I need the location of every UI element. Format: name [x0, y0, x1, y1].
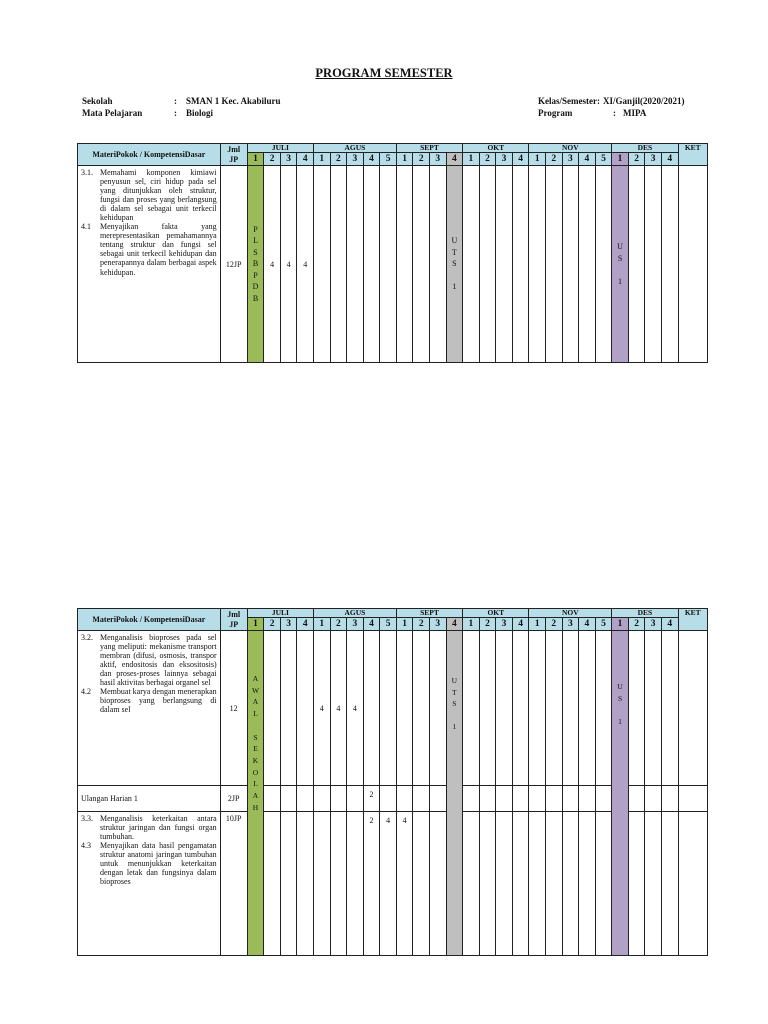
week-header: 3	[347, 153, 364, 166]
week-cell	[628, 166, 645, 363]
kd-number: 3.1.	[81, 168, 93, 177]
week-cell	[347, 786, 364, 812]
week-cell	[330, 812, 347, 956]
week-cell	[496, 812, 513, 956]
week-cell	[512, 631, 529, 786]
week-header: 2	[546, 618, 563, 631]
week-header: 1	[314, 153, 331, 166]
week-header: 2	[479, 618, 496, 631]
week-cell	[661, 166, 678, 363]
ket-header: KET	[678, 609, 707, 631]
week-cell	[297, 786, 314, 812]
week-cell	[413, 786, 430, 812]
jp-cell: 12	[220, 631, 247, 786]
week-header: 2	[330, 618, 347, 631]
week-cell	[645, 812, 662, 956]
week-cell	[479, 786, 496, 812]
week-cell	[496, 166, 513, 363]
week-cell	[645, 786, 662, 812]
week-cell	[628, 631, 645, 786]
month-nov: NOV	[529, 144, 612, 153]
ket-cell	[678, 166, 707, 363]
week-header: 3	[496, 153, 513, 166]
jp-label: JP	[229, 619, 239, 629]
week-cell	[546, 786, 563, 812]
week-cell	[363, 631, 380, 786]
week-header: 3	[347, 618, 364, 631]
week-header: 5	[380, 153, 397, 166]
week-cell	[430, 631, 447, 786]
week-cell	[579, 786, 596, 812]
week-cell	[380, 786, 397, 812]
week-cell	[347, 166, 364, 363]
week-header: 4	[579, 153, 596, 166]
week-header: 5	[380, 618, 397, 631]
program-sep: :	[613, 108, 616, 118]
week-cell	[496, 631, 513, 786]
kd-text: Memahami komponen kimiawi penyusun sel, ciri hidup pada sel yang ditunjukkan oleh struktur, fungsi dan proses yang berlangsung di dalam sel sebagai unit terkecil kehidupan	[100, 168, 217, 223]
week-header: 1	[396, 153, 413, 166]
week-cell	[529, 786, 546, 812]
week-cell	[330, 786, 347, 812]
week-cell	[595, 812, 612, 956]
week-cell	[562, 631, 579, 786]
week-header: 3	[280, 153, 297, 166]
week-cell	[579, 812, 596, 956]
week-cell: 2	[363, 812, 380, 956]
uts-cell: U T S 1	[446, 166, 463, 363]
week-cell: 4	[297, 166, 314, 363]
week-cell	[529, 812, 546, 956]
week-cell	[645, 166, 662, 363]
week-cell	[396, 166, 413, 363]
jml-jp-header	[220, 144, 247, 166]
month-des: DES	[612, 609, 678, 618]
week-header: 4	[297, 153, 314, 166]
week-cell	[661, 786, 678, 812]
week-cell: 4	[314, 631, 331, 786]
week-header: 4	[661, 618, 678, 631]
week-cell	[264, 631, 281, 786]
semester-table-1	[77, 143, 708, 363]
plsbpdb-cell: P L S B P D B	[247, 166, 264, 363]
week-header: 4	[363, 618, 380, 631]
jp-cell: 12JP	[220, 166, 247, 363]
week-cell	[413, 812, 430, 956]
week-header: 3	[645, 618, 662, 631]
us-cell: U S 1	[612, 631, 629, 956]
week-cell	[463, 631, 480, 786]
week-cell	[396, 631, 413, 786]
week-header: 2	[413, 153, 430, 166]
kd-number: 4.3	[81, 841, 91, 851]
week-header: 1	[529, 153, 546, 166]
week-header: 4	[661, 153, 678, 166]
week-cell	[380, 166, 397, 363]
week-cell	[280, 786, 297, 812]
week-cell: 4	[396, 812, 413, 956]
week-cell	[595, 631, 612, 786]
week-cell	[579, 166, 596, 363]
week-cell	[546, 631, 563, 786]
materi-header: MateriPokok / KompetensiDasar	[78, 144, 221, 166]
week-cell: 4	[347, 631, 364, 786]
ket-cell	[678, 786, 707, 812]
sekolah-sep: :	[174, 96, 177, 106]
week-cell	[661, 812, 678, 956]
week-cell	[297, 631, 314, 786]
week-header: 2	[546, 153, 563, 166]
program-label: Program	[538, 108, 573, 118]
mapel-sep: :	[174, 108, 177, 118]
week-header: 4	[363, 153, 380, 166]
week-cell	[479, 631, 496, 786]
week-cell	[512, 786, 529, 812]
class-info	[538, 95, 685, 119]
month-juli: JULI	[247, 609, 313, 618]
semester-table-2	[77, 608, 708, 956]
week-cell	[363, 166, 380, 363]
month-sept: SEPT	[396, 609, 462, 618]
week-header: 3	[562, 618, 579, 631]
ket-cell	[678, 812, 707, 956]
week-cell	[546, 812, 563, 956]
month-nov: NOV	[529, 609, 612, 618]
kd-cell	[78, 631, 221, 786]
week-cell	[430, 166, 447, 363]
sekolah-label: Sekolah	[82, 96, 113, 106]
week-cell	[463, 166, 480, 363]
jp-label: JP	[229, 154, 239, 164]
sekolah-value: SMAN 1 Kec. Akabiluru	[186, 96, 281, 106]
week-cell	[628, 786, 645, 812]
week-cell	[380, 631, 397, 786]
week-cell	[347, 812, 364, 956]
awal-sekolah-cell: A W A L S E K O L A H	[247, 631, 264, 956]
week-cell	[314, 812, 331, 956]
week-header: 1	[529, 618, 546, 631]
week-header: 1	[463, 618, 480, 631]
week-header: 2	[628, 153, 645, 166]
jml-label: Jml	[227, 144, 241, 154]
us-cell: U S 1	[612, 166, 629, 363]
table-row	[78, 631, 708, 786]
jml-jp-header	[220, 609, 247, 631]
uts-cell: U T S 1	[446, 631, 463, 956]
kelas-value: XI/Ganjil(2020/2021)	[602, 96, 685, 106]
kd-cell	[78, 812, 221, 956]
week-cell: 4	[280, 166, 297, 363]
mapel-value: Biologi	[186, 108, 214, 118]
week-cell: 2	[363, 786, 380, 812]
week-header: 3	[496, 618, 513, 631]
week-cell	[264, 812, 281, 956]
month-agus: AGUS	[314, 609, 397, 618]
month-des: DES	[612, 144, 678, 153]
week-header: 2	[264, 618, 281, 631]
school-info	[82, 95, 281, 119]
jp-cell: 2JP	[220, 786, 247, 812]
week-header: 1	[314, 618, 331, 631]
week-header: 2	[330, 153, 347, 166]
week-header: 3	[562, 153, 579, 166]
kd-number: 4.1	[81, 222, 91, 232]
month-sept: SEPT	[396, 144, 462, 153]
week-cell	[264, 786, 281, 812]
week-cell: 4	[264, 166, 281, 363]
month-okt: OKT	[463, 144, 529, 153]
week-cell	[396, 786, 413, 812]
mapel-label: Mata Pelajaran	[82, 108, 143, 118]
month-juli: JULI	[247, 144, 313, 153]
week-header: 3	[430, 153, 447, 166]
week-cell	[479, 812, 496, 956]
week-header: 2	[479, 153, 496, 166]
week-cell	[463, 786, 480, 812]
week-cell	[529, 631, 546, 786]
ulangan-harian-label: Ulangan Harian 1	[78, 786, 221, 812]
week-header: 5	[595, 618, 612, 631]
week-header: 1	[612, 618, 629, 631]
week-header: 1	[463, 153, 480, 166]
week-cell	[512, 166, 529, 363]
ket-header: KET	[678, 144, 707, 166]
week-cell	[562, 812, 579, 956]
week-cell	[314, 786, 331, 812]
week-cell	[430, 812, 447, 956]
week-header: 4	[297, 618, 314, 631]
kd-text: Menganalisis keterkaitan antara struktur jaringan dan fungsi organ tumbuhan.	[100, 814, 217, 842]
page-title: PROGRAM SEMESTER	[315, 66, 453, 80]
week-cell	[463, 812, 480, 956]
week-header: 2	[413, 618, 430, 631]
week-header: 4	[446, 153, 463, 166]
week-header: 4	[579, 618, 596, 631]
week-cell	[297, 812, 314, 956]
week-cell	[479, 166, 496, 363]
week-cell	[579, 631, 596, 786]
kd-number: 3.3.	[81, 814, 93, 823]
week-header: 2	[628, 618, 645, 631]
week-header: 1	[396, 618, 413, 631]
kd-number: 3.2.	[81, 633, 93, 642]
week-cell	[661, 631, 678, 786]
week-cell	[314, 166, 331, 363]
kelas-label: Kelas/Semester	[538, 96, 597, 106]
jml-label: Jml	[227, 609, 241, 619]
week-header: 4	[446, 618, 463, 631]
ket-cell	[678, 631, 707, 786]
week-cell	[413, 631, 430, 786]
week-cell	[496, 786, 513, 812]
week-cell	[330, 166, 347, 363]
week-header: 4	[512, 618, 529, 631]
week-header: 1	[247, 153, 264, 166]
week-cell: 4	[380, 812, 397, 956]
week-header: 3	[280, 618, 297, 631]
week-header: 3	[645, 153, 662, 166]
week-cell	[430, 786, 447, 812]
kd-number: 4.2	[81, 687, 91, 697]
week-cell	[280, 631, 297, 786]
week-header: 5	[595, 153, 612, 166]
week-cell	[595, 786, 612, 812]
kd-text: Menganalisis bioproses pada sel yang meliputi: mekanisme transport membran (difusi, osmosis, transpor aktif, endositosis dan eksositosis) dan proses-proses lainnya sebagai hasil aktivitas berbagai organel sel	[100, 633, 217, 688]
program-value: MIPA	[623, 108, 647, 118]
jp-cell: 10JP	[220, 812, 247, 956]
week-cell	[413, 166, 430, 363]
month-okt: OKT	[463, 609, 529, 618]
table-row	[78, 166, 708, 363]
kelas-sep: :	[596, 96, 600, 106]
week-cell	[628, 812, 645, 956]
week-cell	[562, 166, 579, 363]
week-cell	[280, 812, 297, 956]
kd-text: Menyajikan fakta yang merepresentasikan pemahamannya tentang struktur dan fungsi sel sebagai unit terkecil kehidupan dan penerapannya dalam berbagai aspek kehidupan.	[100, 222, 217, 277]
week-header: 1	[612, 153, 629, 166]
week-cell	[595, 166, 612, 363]
week-cell: 4	[330, 631, 347, 786]
materi-header: MateriPokok / KompetensiDasar	[78, 609, 221, 631]
week-header: 4	[512, 153, 529, 166]
week-cell	[562, 786, 579, 812]
week-cell	[546, 166, 563, 363]
week-cell	[529, 166, 546, 363]
week-header: 2	[264, 153, 281, 166]
kd-text: Menyajikan data hasil pengamatan struktur anatomi jaringan tumbuhan untuk menunjukkan keterkaitan dengan letak dan fungsinya dalam bioproses	[100, 841, 217, 887]
week-header: 3	[430, 618, 447, 631]
week-cell	[645, 631, 662, 786]
kd-text: Membuat karya dengan menerapkan bioproses yang berlangsung di dalam sel	[100, 687, 217, 715]
week-header: 1	[247, 618, 264, 631]
month-agus: AGUS	[314, 144, 397, 153]
kd-cell	[78, 166, 221, 363]
week-cell	[512, 812, 529, 956]
